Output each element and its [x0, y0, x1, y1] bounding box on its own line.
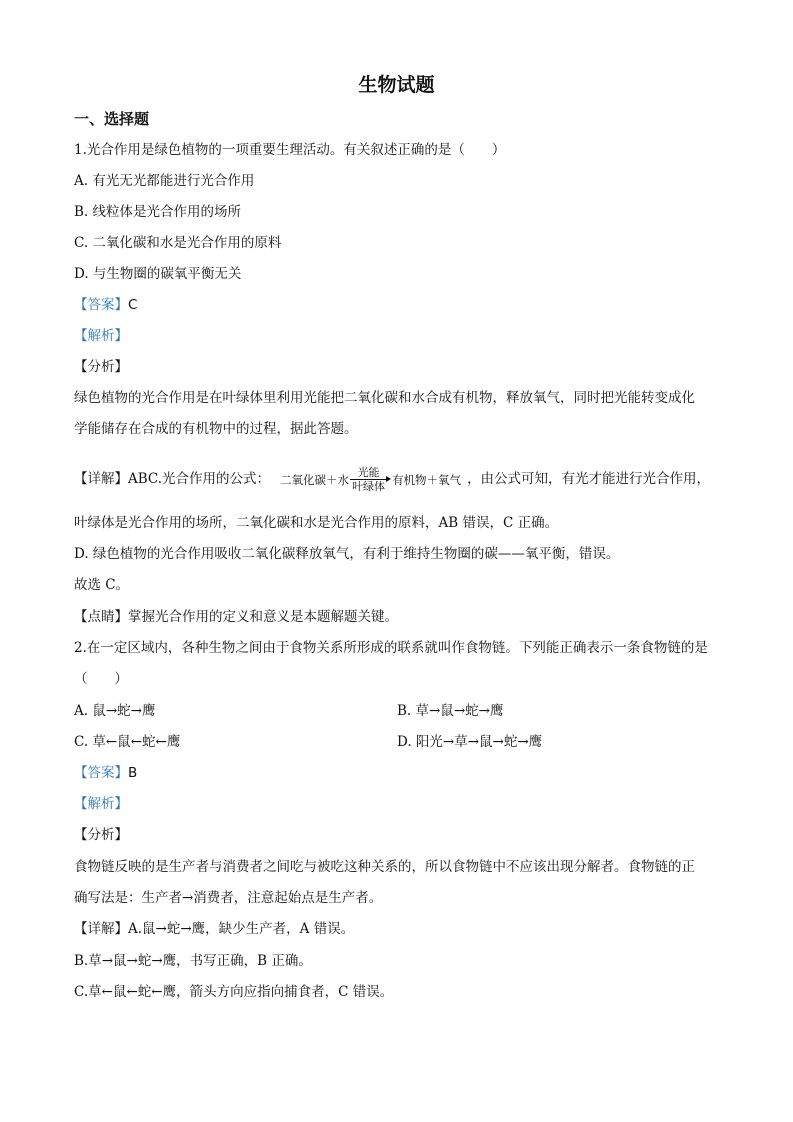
q1-stem: 1.光合作用是绿色植物的一项重要生理活动。有关叙述正确的是（ ）	[74, 142, 506, 158]
q2-stem-line-2: （ ）	[74, 671, 128, 687]
q1-analysis-line-1: 绿色植物的光合作用是在叶绿体里利用光能把二氧化碳和水合成有机物，释放氧气，同时把光能转变成化	[74, 390, 695, 406]
photosynthesis-formula	[280, 465, 461, 495]
q2-analysis-line-1: 食物链反映的是生产者与消费者之间吃与被吃这种关系的，所以食物链中不应该出现分解者。食物链的正	[74, 859, 695, 875]
q2-analysis-line-2: 确写法是：生产者→消费者，注意起始点是生产者。	[74, 890, 383, 906]
q2-detail-line-1	[74, 920, 354, 938]
q1-option-c: C. 二氧化碳和水是光合作用的原料	[74, 235, 282, 251]
formula-condition-top: 光能	[357, 466, 380, 479]
q1-jiexi-tag: 【解析】	[74, 328, 128, 344]
q2-stem-line-1: 2.在一定区域内，各种生物之间由于食物关系所形成的联系就叫作食物链。下列能正确表示一条食物链的是	[74, 640, 708, 656]
q1-detail-text-b: ，由公式可知，有光才能进行光合作用，	[467, 471, 711, 487]
q1-dianjing-tag: 【点睛】	[74, 609, 128, 625]
q2-answer-value: B	[128, 765, 138, 781]
formula-condition-bottom: 叶绿体	[352, 480, 386, 493]
answer-tag: 【答案】	[74, 765, 128, 781]
q1-choose: 故选 C。	[74, 577, 130, 593]
q1-answer-value: C	[128, 297, 138, 313]
formula-products: 有机物＋氧气	[392, 472, 462, 487]
q1-option-b: B. 线粒体是光合作用的场所	[74, 204, 242, 220]
q1-option-a: A. 有光无光都能进行光合作用	[74, 173, 255, 189]
q1-answer-line	[74, 296, 137, 314]
q2-detail-line-2: B.草→鼠→蛇→鹰，书写正确，B 正确。	[74, 953, 312, 969]
q2-answer-line	[74, 764, 137, 782]
q1-fenxi-tag: 【分析】	[74, 359, 128, 375]
q1-detail-text-a: ABC.光合作用的公式：	[128, 471, 271, 487]
q2-option-d: D. 阳光→草→鼠→蛇→鹰	[397, 734, 543, 750]
page-title: 生物试题	[358, 74, 435, 96]
q1-detail-line-2: 叶绿体是光合作用的场所，二氧化碳和水是光合作用的原料，AB 错误，C 正确。	[74, 515, 559, 531]
q1-dianjing-line	[74, 608, 398, 626]
section-heading: 一、选择题	[74, 110, 150, 128]
q2-detail-text-1: A.鼠→蛇→鹰，缺少生产者，A 错误。	[128, 921, 355, 937]
reaction-arrow-icon	[350, 479, 387, 480]
formula-arrow	[350, 466, 387, 493]
q1-analysis-line-2: 学能储存在合成的有机物中的过程，据此答题。	[74, 421, 358, 437]
q1-detail-tag: 【详解】	[74, 471, 128, 487]
answer-tag: 【答案】	[74, 297, 128, 313]
q2-detail-line-3: C.草←鼠←蛇←鹰，箭头方向应指向捕食者，C 错误。	[74, 984, 394, 1000]
q2-jiexi-tag: 【解析】	[74, 796, 128, 812]
q2-option-a: A. 鼠→蛇→鹰	[74, 703, 156, 719]
q1-dianjing-text: 掌握光合作用的定义和意义是本题解题关键。	[128, 609, 398, 625]
q2-option-b: B. 草→鼠→蛇→鹰	[397, 703, 504, 719]
formula-reactants: 二氧化碳＋水	[280, 472, 350, 487]
q1-detail-line-1	[74, 464, 710, 495]
q1-option-d: D. 与生物圈的碳氧平衡无关	[74, 266, 242, 282]
q2-detail-tag: 【详解】	[74, 921, 128, 937]
q2-fenxi-tag: 【分析】	[74, 827, 128, 843]
q1-detail-line-3: D. 绿色植物的光合作用吸收二氧化碳释放氧气，有利于维持生物圈的碳——氧平衡，错误。	[74, 546, 620, 562]
q2-option-c: C. 草←鼠←蛇←鹰	[74, 734, 181, 750]
